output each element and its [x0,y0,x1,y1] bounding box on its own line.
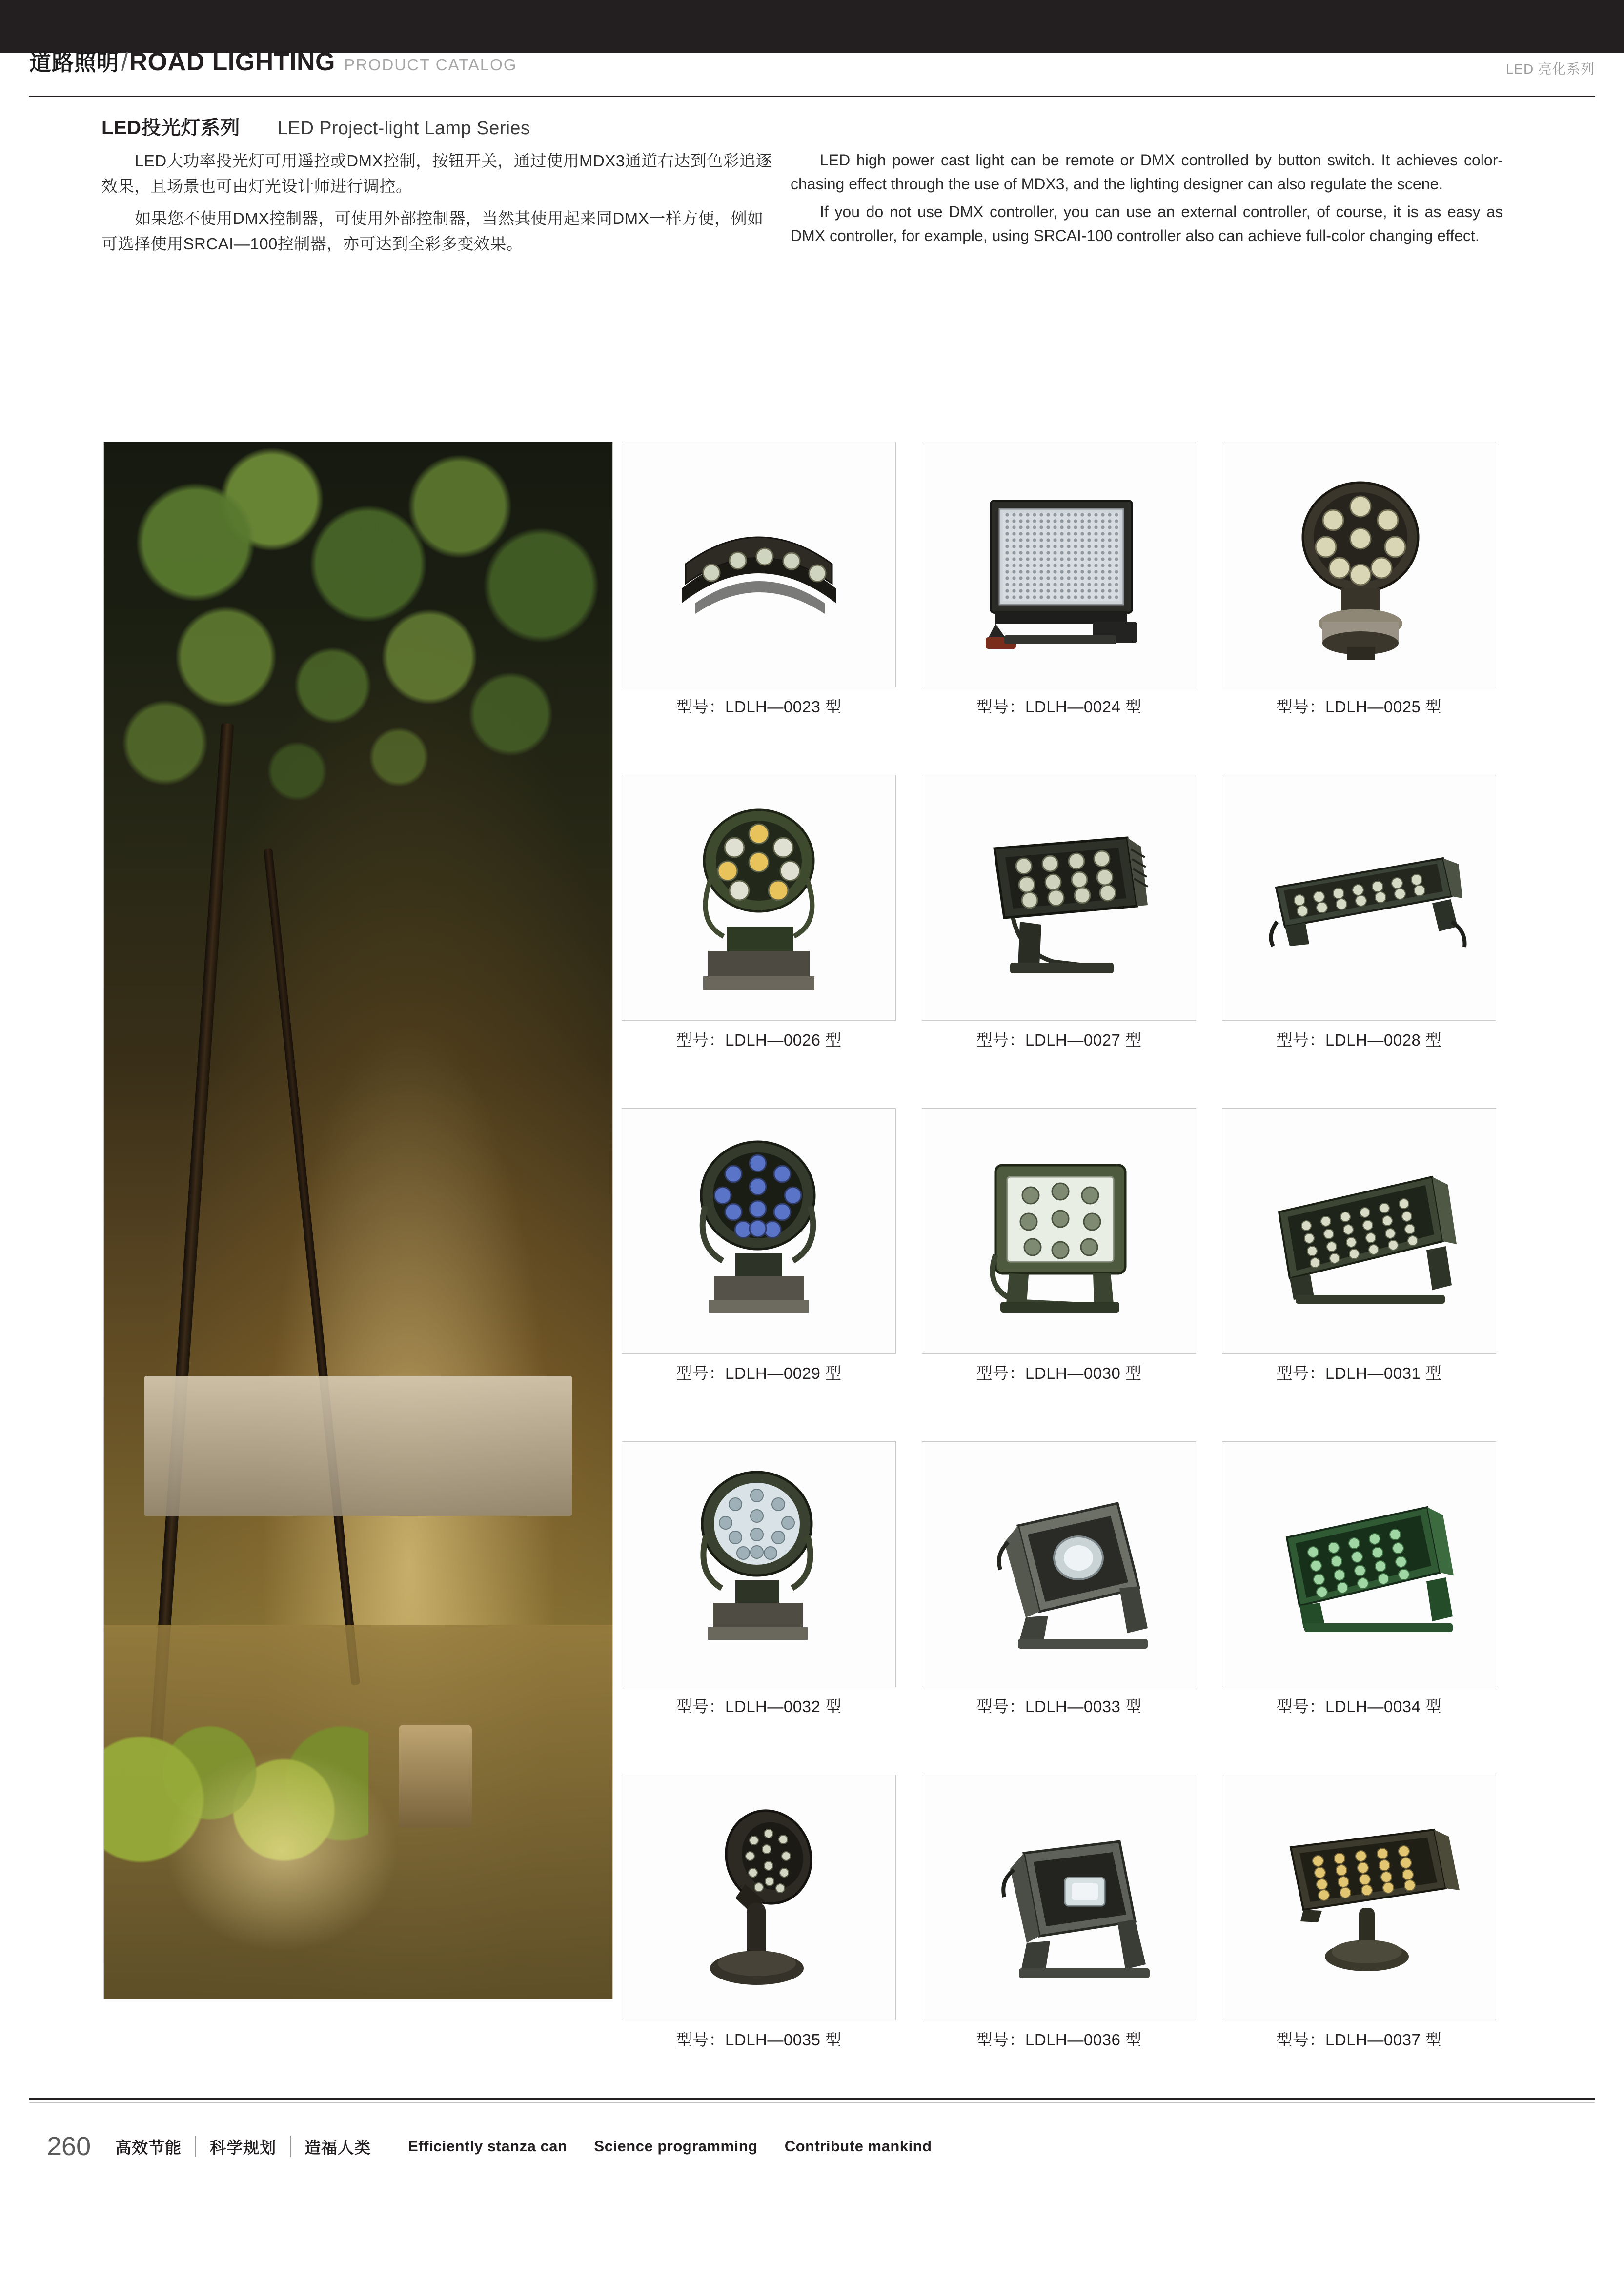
wall-washer-bar-icon [1222,775,1496,1020]
rect-12led-icon [922,775,1196,1020]
intro-paragraph-cn-2: 如果您不使用DMX控制器，可使用外部控制器，当然其使用起来同DMX一样方便，例如可选择使用SRCAI—100控制器，亦可达到全彩多变效果。 [102,209,764,253]
product-caption: 型号：LDLH—0032 型 [676,1697,842,1716]
product-cell[interactable] [622,1108,896,1384]
hero-tree-canopy [104,442,612,1158]
hero-photo [103,442,613,1999]
header-slash: / [121,48,128,76]
intro-paragraphs-en [791,148,1503,252]
footer-slogan-cn-3: 造福人类 [304,2138,371,2157]
product-caption: 型号：LDLH—0025 型 [1276,698,1442,716]
header-title-group [29,45,517,77]
product-caption: 型号：LDLH—0029 型 [676,1364,842,1382]
product-image-ldlh-0029 [622,1108,896,1354]
green-rect-36led-icon [1222,1442,1496,1687]
product-caption: 型号：LDLH—0030 型 [976,1364,1142,1382]
product-cell[interactable] [922,775,1196,1050]
gold-rect-35led-icon [1222,1775,1496,2020]
product-caption: 型号：LDLH—0037 型 [1276,2031,1442,2049]
product-image-ldlh-0033 [922,1441,1196,1687]
product-caption: 型号：LDLH—0027 型 [976,1031,1142,1049]
header-series-label: LED 亮化系列 [1505,61,1595,77]
header-divider [29,96,1595,97]
intro-title-en: LED Project-light Lamp Series [277,118,530,139]
product-image-ldlh-0032 [622,1441,896,1687]
product-cell[interactable] [922,442,1196,717]
product-caption: 型号：LDLH—0023 型 [676,698,842,716]
intro-title-cn: LED投光灯系列 [102,117,240,139]
footer-slogan-cn-2: 科学规划 [210,2138,277,2157]
round-blue-led-icon [622,1109,895,1353]
product-caption: 型号：LDLH—0024 型 [976,698,1142,716]
rect-36led-icon [1222,1109,1496,1353]
page-number: 260 [47,2132,91,2161]
footer-slogans-en [408,2138,954,2155]
product-cell[interactable] [1222,1441,1496,1717]
product-image-ldlh-0036 [922,1775,1196,2020]
footer-slogan-en-1: Efficiently stanza can [408,2138,568,2155]
intro-paragraph-en-2: If you do not use DMX controller, you can use an external controller, of course, it is as easy as DMX controller, for example, using SRCAI-100 controller also can achieve full-color changing effect. [791,203,1503,244]
round-9led-icon [1222,442,1496,687]
footer-slogan-en-2: Science programming [594,2138,758,2155]
header-title-en: ROAD LIGHTING [129,48,335,76]
product-image-ldlh-0031 [1222,1108,1496,1354]
footer-row [47,2131,954,2161]
intro-paragraphs-cn [102,148,775,263]
hero-light-pool [165,1750,399,1952]
product-cell[interactable] [1222,1108,1496,1384]
product-image-ldlh-0030 [922,1108,1196,1354]
product-cell[interactable] [922,1775,1196,2050]
header-subtitle-en: PRODUCT CATALOG [344,56,517,74]
panel-flood-icon [922,442,1196,687]
product-caption: 型号：LDLH—0034 型 [1276,1697,1442,1716]
product-image-ldlh-0035 [622,1775,896,2020]
single-cob-flood-icon [922,1442,1196,1687]
product-image-ldlh-0023 [622,442,896,687]
header-title-cn: 道路照明 [29,50,120,75]
cob-flood-angled-icon [922,1775,1196,2020]
product-caption: 型号：LDLH—0028 型 [1276,1031,1442,1049]
footer-divider [29,2098,1595,2100]
product-caption: 型号：LDLH—0036 型 [976,2031,1142,2049]
product-caption: 型号：LDLH—0026 型 [676,1031,842,1049]
curved-bar-icon [622,442,895,687]
product-cell[interactable] [1222,442,1496,717]
product-cell[interactable] [1222,1775,1496,2050]
square-9led-handle-icon [922,1109,1196,1353]
product-image-ldlh-0024 [922,442,1196,687]
product-caption: 型号：LDLH—0035 型 [676,2031,842,2049]
page-header [0,0,1624,101]
footer-slogan-cn-1: 高效节能 [115,2138,182,2157]
product-image-ldlh-0025 [1222,442,1496,687]
product-image-ldlh-0027 [922,775,1196,1021]
hero-buffet-counter [144,1376,571,1516]
round-amber-base-icon [622,775,895,1020]
product-image-ldlh-0028 [1222,775,1496,1021]
footer-slogan-en-3: Contribute mankind [784,2138,932,2155]
product-cell[interactable] [1222,775,1496,1050]
footer-divider-thin [29,2102,1595,2103]
product-cell[interactable] [622,1441,896,1717]
product-cell[interactable] [922,1108,1196,1384]
product-cell[interactable] [622,775,896,1050]
intro-paragraph-cn-1: LED大功率投光灯可用遥控或DMX控制，按钮开关，通过使用MDX3通道右达到色彩追逐效果，且场景也可由灯光设计师进行调控。 [102,152,772,195]
product-cell[interactable] [622,442,896,717]
product-caption: 型号：LDLH—0033 型 [976,1697,1142,1716]
intro-title-row [102,112,530,140]
product-image-ldlh-0034 [1222,1441,1496,1687]
product-image-ldlh-0037 [1222,1775,1496,2020]
intro-paragraph-en-1: LED high power cast light can be remote or DMX controlled by button switch. It achieves color-chasing effect through the use of MDX3, and the lighting designer can also regulate the scene. [791,151,1503,193]
hero-chair [399,1725,472,1827]
product-image-ldlh-0026 [622,775,896,1021]
product-caption: 型号：LDLH—0031 型 [1276,1364,1442,1382]
round-white-led-icon [622,1442,895,1687]
spot-on-stand-icon [622,1775,895,2020]
product-cell[interactable] [622,1775,896,2050]
product-cell[interactable] [922,1441,1196,1717]
